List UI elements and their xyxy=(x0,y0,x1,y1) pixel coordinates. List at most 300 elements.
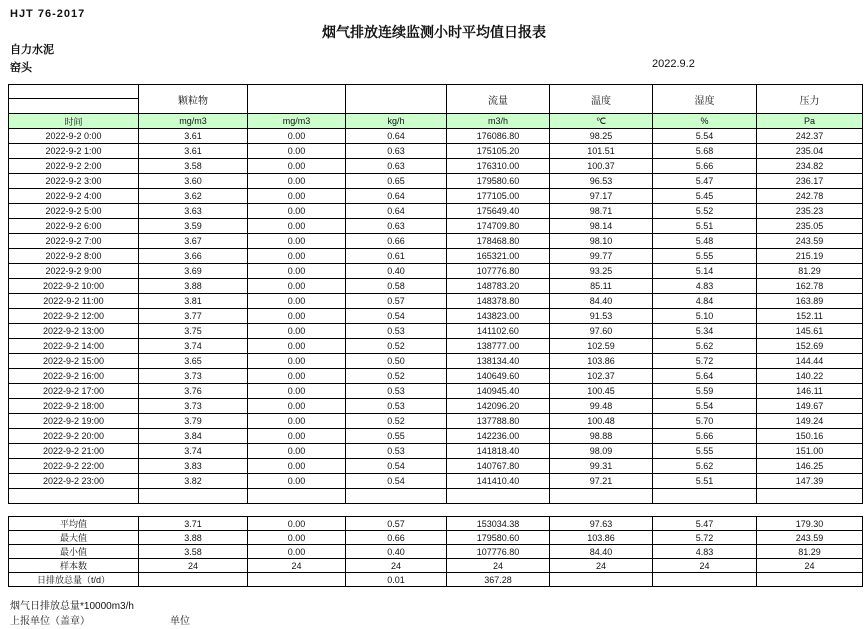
row-label-cell: 最小值 xyxy=(9,545,139,559)
value-cell: 0.00 xyxy=(248,279,346,294)
table-row xyxy=(9,474,863,489)
value-cell: 235.23 xyxy=(757,204,863,219)
empty-cell xyxy=(447,489,550,504)
standard-code: HJT 76-2017 xyxy=(10,8,86,20)
row-label-cell: 2022-9-2 9:00 xyxy=(9,264,139,279)
value-cell: 0.61 xyxy=(346,249,447,264)
value-cell: 0.54 xyxy=(346,474,447,489)
value-cell: 5.34 xyxy=(653,324,757,339)
row-label-cell: 2022-9-2 3:00 xyxy=(9,174,139,189)
value-cell: 0.64 xyxy=(346,204,447,219)
summary-value-cell: 24 xyxy=(757,559,863,573)
row-label-cell: 2022-9-2 17:00 xyxy=(9,384,139,399)
row-label-cell: 2022-9-2 10:00 xyxy=(9,279,139,294)
value-cell: 5.55 xyxy=(653,444,757,459)
value-cell: 96.53 xyxy=(550,174,653,189)
value-cell: 5.62 xyxy=(653,339,757,354)
table-row xyxy=(9,459,863,474)
value-cell: 0.57 xyxy=(346,294,447,309)
value-cell: 100.45 xyxy=(550,384,653,399)
value-cell: 3.79 xyxy=(139,414,248,429)
value-cell: 0.66 xyxy=(346,234,447,249)
summary-row xyxy=(9,573,863,587)
summary-value-cell: 5.47 xyxy=(653,517,757,531)
value-cell: 5.51 xyxy=(653,474,757,489)
value-cell: 3.60 xyxy=(139,174,248,189)
row-label-cell: 2022-9-2 0:00 xyxy=(9,129,139,144)
table-row xyxy=(9,399,863,414)
summary-row xyxy=(9,517,863,531)
value-cell: 5.70 xyxy=(653,414,757,429)
value-cell: 103.86 xyxy=(550,354,653,369)
row-label-cell: 2022-9-2 2:00 xyxy=(9,159,139,174)
value-cell: 0.00 xyxy=(248,189,346,204)
row-label-cell: 2022-9-2 13:00 xyxy=(9,324,139,339)
value-cell: 0.53 xyxy=(346,444,447,459)
split-lower xyxy=(9,99,138,113)
value-cell: 3.62 xyxy=(139,189,248,204)
value-cell: 3.58 xyxy=(139,159,248,174)
value-cell: 3.67 xyxy=(139,234,248,249)
summary-value-cell: 24 xyxy=(550,559,653,573)
value-cell: 0.00 xyxy=(248,234,346,249)
value-cell: 0.00 xyxy=(248,459,346,474)
summary-value-cell: 367.28 xyxy=(447,573,550,587)
value-cell: 0.55 xyxy=(346,429,447,444)
time-header-split-cell xyxy=(9,85,139,114)
group-header-row xyxy=(9,85,863,114)
value-cell: 0.00 xyxy=(248,249,346,264)
unit-pa: Pa xyxy=(757,114,863,129)
value-cell: 5.48 xyxy=(653,234,757,249)
value-cell: 0.65 xyxy=(346,174,447,189)
value-cell: 176310.00 xyxy=(447,159,550,174)
empty-cell xyxy=(346,489,447,504)
table-row xyxy=(9,129,863,144)
summary-value-cell xyxy=(139,573,248,587)
summary-value-cell: 0.66 xyxy=(346,531,447,545)
value-cell: 149.24 xyxy=(757,414,863,429)
value-cell: 143823.00 xyxy=(447,309,550,324)
summary-value-cell: 4.83 xyxy=(653,545,757,559)
value-cell: 0.00 xyxy=(248,264,346,279)
value-cell: 175105.20 xyxy=(447,144,550,159)
value-cell: 137788.80 xyxy=(447,414,550,429)
value-cell: 107776.80 xyxy=(447,264,550,279)
table-row xyxy=(9,159,863,174)
row-label-cell: 2022-9-2 20:00 xyxy=(9,429,139,444)
table-row xyxy=(9,414,863,429)
summary-value-cell: 24 xyxy=(447,559,550,573)
value-cell: 142096.20 xyxy=(447,399,550,414)
table-row xyxy=(9,354,863,369)
value-cell: 97.17 xyxy=(550,189,653,204)
page-title: 烟气排放连续监测小时平均值日报表 xyxy=(322,24,546,40)
value-cell: 0.00 xyxy=(248,204,346,219)
value-cell: 146.11 xyxy=(757,384,863,399)
table-row xyxy=(9,144,863,159)
value-cell: 176086.80 xyxy=(447,129,550,144)
row-label-cell: 2022-9-2 4:00 xyxy=(9,189,139,204)
value-cell: 243.59 xyxy=(757,234,863,249)
value-cell: 152.69 xyxy=(757,339,863,354)
summary-value-cell: 3.88 xyxy=(139,531,248,545)
data-rows xyxy=(9,129,863,504)
value-cell: 3.75 xyxy=(139,324,248,339)
value-cell: 98.71 xyxy=(550,204,653,219)
value-cell: 0.40 xyxy=(346,264,447,279)
value-cell: 3.83 xyxy=(139,459,248,474)
col-header-temperature: 温度 xyxy=(550,85,653,114)
value-cell: 242.37 xyxy=(757,129,863,144)
value-cell: 5.52 xyxy=(653,204,757,219)
value-cell: 4.83 xyxy=(653,279,757,294)
row-label-cell: 最大值 xyxy=(9,531,139,545)
row-label-cell: 2022-9-2 8:00 xyxy=(9,249,139,264)
unit-celsius: ℃ xyxy=(550,114,653,129)
value-cell: 5.59 xyxy=(653,384,757,399)
value-cell: 140649.60 xyxy=(447,369,550,384)
table-row xyxy=(9,444,863,459)
col-header-empty-2 xyxy=(346,85,447,114)
value-cell: 3.74 xyxy=(139,339,248,354)
row-label-cell: 2022-9-2 1:00 xyxy=(9,144,139,159)
empty-cell xyxy=(757,489,863,504)
value-cell: 215.19 xyxy=(757,249,863,264)
value-cell: 3.73 xyxy=(139,399,248,414)
value-cell: 97.21 xyxy=(550,474,653,489)
value-cell: 101.51 xyxy=(550,144,653,159)
value-cell: 5.45 xyxy=(653,189,757,204)
value-cell: 3.66 xyxy=(139,249,248,264)
value-cell: 0.00 xyxy=(248,339,346,354)
value-cell: 5.10 xyxy=(653,309,757,324)
value-cell: 3.61 xyxy=(139,129,248,144)
value-cell: 138777.00 xyxy=(447,339,550,354)
table-row xyxy=(9,369,863,384)
row-label-cell: 2022-9-2 15:00 xyxy=(9,354,139,369)
value-cell: 5.14 xyxy=(653,264,757,279)
value-cell: 141102.60 xyxy=(447,324,550,339)
unit-percent: % xyxy=(653,114,757,129)
value-cell: 0.00 xyxy=(248,129,346,144)
value-cell: 0.00 xyxy=(248,144,346,159)
summary-value-cell: 3.58 xyxy=(139,545,248,559)
value-cell: 0.00 xyxy=(248,429,346,444)
value-cell: 235.05 xyxy=(757,219,863,234)
value-cell: 145.61 xyxy=(757,324,863,339)
summary-value-cell xyxy=(550,573,653,587)
value-cell: 141410.40 xyxy=(447,474,550,489)
value-cell: 162.78 xyxy=(757,279,863,294)
value-cell: 150.16 xyxy=(757,429,863,444)
summary-value-cell: 243.59 xyxy=(757,531,863,545)
table-row xyxy=(9,249,863,264)
value-cell: 5.55 xyxy=(653,249,757,264)
summary-value-cell: 0.40 xyxy=(346,545,447,559)
value-cell: 235.04 xyxy=(757,144,863,159)
value-cell: 3.65 xyxy=(139,354,248,369)
value-cell: 165321.00 xyxy=(447,249,550,264)
value-cell: 141818.40 xyxy=(447,444,550,459)
summary-value-cell: 179.30 xyxy=(757,517,863,531)
col-header-humidity: 湿度 xyxy=(653,85,757,114)
value-cell: 3.82 xyxy=(139,474,248,489)
value-cell: 99.31 xyxy=(550,459,653,474)
value-cell: 179580.60 xyxy=(447,174,550,189)
row-label-cell: 2022-9-2 18:00 xyxy=(9,399,139,414)
value-cell: 0.64 xyxy=(346,129,447,144)
value-cell: 0.54 xyxy=(346,309,447,324)
table-row xyxy=(9,219,863,234)
table-row xyxy=(9,429,863,444)
value-cell: 148783.20 xyxy=(447,279,550,294)
value-cell: 3.73 xyxy=(139,369,248,384)
table-row xyxy=(9,234,863,249)
summary-value-cell: 0.00 xyxy=(248,531,346,545)
summary-value-cell: 179580.60 xyxy=(447,531,550,545)
row-label-cell: 样本数 xyxy=(9,559,139,573)
table-row xyxy=(9,279,863,294)
table-row xyxy=(9,174,863,189)
summary-table xyxy=(8,516,863,587)
value-cell: 3.77 xyxy=(139,309,248,324)
summary-value-cell: 81.29 xyxy=(757,545,863,559)
summary-row xyxy=(9,545,863,559)
summary-value-cell: 0.57 xyxy=(346,517,447,531)
value-cell: 97.60 xyxy=(550,324,653,339)
value-cell: 0.00 xyxy=(248,219,346,234)
value-cell: 0.54 xyxy=(346,459,447,474)
row-label-cell xyxy=(9,489,139,504)
report-date: 2022.9.2 xyxy=(652,58,695,70)
value-cell: 3.76 xyxy=(139,384,248,399)
value-cell: 163.89 xyxy=(757,294,863,309)
row-label-cell: 2022-9-2 12:00 xyxy=(9,309,139,324)
value-cell: 0.00 xyxy=(248,294,346,309)
summary-row xyxy=(9,531,863,545)
value-cell: 0.00 xyxy=(248,159,346,174)
value-cell: 5.64 xyxy=(653,369,757,384)
unit-header-row xyxy=(9,114,863,129)
value-cell: 100.37 xyxy=(550,159,653,174)
flow-total-note: 烟气日排放总量*10000m3/h xyxy=(10,601,134,612)
value-cell: 0.52 xyxy=(346,339,447,354)
value-cell: 3.74 xyxy=(139,444,248,459)
summary-value-cell: 103.86 xyxy=(550,531,653,545)
value-cell: 3.88 xyxy=(139,279,248,294)
value-cell: 175649.40 xyxy=(447,204,550,219)
value-cell: 242.78 xyxy=(757,189,863,204)
empty-cell xyxy=(550,489,653,504)
value-cell: 0.53 xyxy=(346,324,447,339)
value-cell: 140945.40 xyxy=(447,384,550,399)
value-cell: 151.00 xyxy=(757,444,863,459)
value-cell: 3.84 xyxy=(139,429,248,444)
table-row xyxy=(9,204,863,219)
value-cell: 0.00 xyxy=(248,174,346,189)
summary-value-cell: 24 xyxy=(139,559,248,573)
unit-kgh: kg/h xyxy=(346,114,447,129)
value-cell: 144.44 xyxy=(757,354,863,369)
value-cell: 93.25 xyxy=(550,264,653,279)
value-cell: 0.53 xyxy=(346,384,447,399)
summary-row xyxy=(9,559,863,573)
value-cell: 3.81 xyxy=(139,294,248,309)
row-label-cell: 2022-9-2 14:00 xyxy=(9,339,139,354)
value-cell: 5.62 xyxy=(653,459,757,474)
value-cell: 84.40 xyxy=(550,294,653,309)
value-cell: 0.52 xyxy=(346,414,447,429)
empty-cell xyxy=(139,489,248,504)
table-row xyxy=(9,339,863,354)
value-cell: 0.00 xyxy=(248,414,346,429)
monitor-point: 窑头 xyxy=(10,62,32,74)
row-label-cell: 2022-9-2 7:00 xyxy=(9,234,139,249)
value-cell: 5.68 xyxy=(653,144,757,159)
empty-cell xyxy=(248,489,346,504)
value-cell: 3.63 xyxy=(139,204,248,219)
value-cell: 236.17 xyxy=(757,174,863,189)
value-cell: 140.22 xyxy=(757,369,863,384)
value-cell: 0.63 xyxy=(346,144,447,159)
summary-value-cell: 0.00 xyxy=(248,545,346,559)
summary-value-cell: 24 xyxy=(346,559,447,573)
summary-value-cell: 5.72 xyxy=(653,531,757,545)
summary-value-cell: 97.63 xyxy=(550,517,653,531)
value-cell: 102.37 xyxy=(550,369,653,384)
company-name: 自力水泥 xyxy=(10,44,54,56)
value-cell: 152.11 xyxy=(757,309,863,324)
value-cell: 4.84 xyxy=(653,294,757,309)
value-cell: 234.82 xyxy=(757,159,863,174)
split-upper xyxy=(9,85,138,99)
unit-m3h: m3/h xyxy=(447,114,550,129)
summary-value-cell: 107776.80 xyxy=(447,545,550,559)
row-label-cell: 2022-9-2 6:00 xyxy=(9,219,139,234)
table-row xyxy=(9,384,863,399)
col-header-flow: 流量 xyxy=(447,85,550,114)
value-cell: 5.54 xyxy=(653,399,757,414)
value-cell: 0.00 xyxy=(248,354,346,369)
summary-value-cell xyxy=(757,573,863,587)
value-cell: 98.09 xyxy=(550,444,653,459)
value-cell: 140767.80 xyxy=(447,459,550,474)
summary-value-cell: 0.01 xyxy=(346,573,447,587)
value-cell: 0.00 xyxy=(248,399,346,414)
col-header-pressure: 压力 xyxy=(757,85,863,114)
unit-mgm3-2: mg/m3 xyxy=(248,114,346,129)
row-label-cell: 2022-9-2 22:00 xyxy=(9,459,139,474)
table-row xyxy=(9,294,863,309)
row-label-cell: 2022-9-2 23:00 xyxy=(9,474,139,489)
summary-value-cell: 3.71 xyxy=(139,517,248,531)
value-cell: 0.00 xyxy=(248,324,346,339)
value-cell: 0.53 xyxy=(346,399,447,414)
value-cell: 146.25 xyxy=(757,459,863,474)
row-label-cell: 平均值 xyxy=(9,517,139,531)
value-cell: 5.54 xyxy=(653,129,757,144)
table-row xyxy=(9,189,863,204)
value-cell: 0.00 xyxy=(248,369,346,384)
row-label-cell: 2022-9-2 11:00 xyxy=(9,294,139,309)
value-cell: 5.66 xyxy=(653,429,757,444)
value-cell: 148378.80 xyxy=(447,294,550,309)
value-cell: 91.53 xyxy=(550,309,653,324)
value-cell: 85.11 xyxy=(550,279,653,294)
value-cell: 5.51 xyxy=(653,219,757,234)
col-header-empty-1 xyxy=(248,85,346,114)
row-label-cell: 日排放总量（t/d） xyxy=(9,573,139,587)
monitoring-table xyxy=(8,84,863,504)
value-cell: 99.48 xyxy=(550,399,653,414)
value-cell: 0.63 xyxy=(346,159,447,174)
value-cell: 3.59 xyxy=(139,219,248,234)
value-cell: 0.00 xyxy=(248,474,346,489)
value-cell: 5.66 xyxy=(653,159,757,174)
summary-value-cell: 24 xyxy=(248,559,346,573)
empty-row xyxy=(9,489,863,504)
summary-value-cell xyxy=(653,573,757,587)
time-header: 时间 xyxy=(9,114,139,129)
row-label-cell: 2022-9-2 5:00 xyxy=(9,204,139,219)
value-cell: 177105.00 xyxy=(447,189,550,204)
col-header-particulate: 颗粒物 xyxy=(139,85,248,114)
value-cell: 0.63 xyxy=(346,219,447,234)
value-cell: 5.72 xyxy=(653,354,757,369)
table-row xyxy=(9,309,863,324)
value-cell: 0.64 xyxy=(346,189,447,204)
summary-value-cell: 0.00 xyxy=(248,517,346,531)
summary-value-cell: 84.40 xyxy=(550,545,653,559)
value-cell: 149.67 xyxy=(757,399,863,414)
value-cell: 0.52 xyxy=(346,369,447,384)
value-cell: 3.69 xyxy=(139,264,248,279)
summary-value-cell xyxy=(248,573,346,587)
value-cell: 81.29 xyxy=(757,264,863,279)
row-label-cell: 2022-9-2 21:00 xyxy=(9,444,139,459)
value-cell: 98.10 xyxy=(550,234,653,249)
value-cell: 98.88 xyxy=(550,429,653,444)
value-cell: 102.59 xyxy=(550,339,653,354)
value-cell: 174709.80 xyxy=(447,219,550,234)
summary-value-cell: 24 xyxy=(653,559,757,573)
value-cell: 0.00 xyxy=(248,444,346,459)
value-cell: 100.48 xyxy=(550,414,653,429)
value-cell: 178468.80 xyxy=(447,234,550,249)
unit-label: 单位 xyxy=(170,616,190,627)
table-row xyxy=(9,324,863,339)
value-cell: 3.61 xyxy=(139,144,248,159)
value-cell: 0.58 xyxy=(346,279,447,294)
value-cell: 5.47 xyxy=(653,174,757,189)
value-cell: 98.14 xyxy=(550,219,653,234)
row-label-cell: 2022-9-2 19:00 xyxy=(9,414,139,429)
value-cell: 0.00 xyxy=(248,309,346,324)
value-cell: 0.00 xyxy=(248,384,346,399)
row-label-cell: 2022-9-2 16:00 xyxy=(9,369,139,384)
value-cell: 147.39 xyxy=(757,474,863,489)
summary-rows xyxy=(9,517,863,587)
value-cell: 99.77 xyxy=(550,249,653,264)
unit-mgm3-1: mg/m3 xyxy=(139,114,248,129)
table-row xyxy=(9,264,863,279)
value-cell: 0.50 xyxy=(346,354,447,369)
value-cell: 138134.40 xyxy=(447,354,550,369)
value-cell: 98.25 xyxy=(550,129,653,144)
report-unit-label: 上报单位（盖章） xyxy=(10,616,90,627)
value-cell: 142236.00 xyxy=(447,429,550,444)
